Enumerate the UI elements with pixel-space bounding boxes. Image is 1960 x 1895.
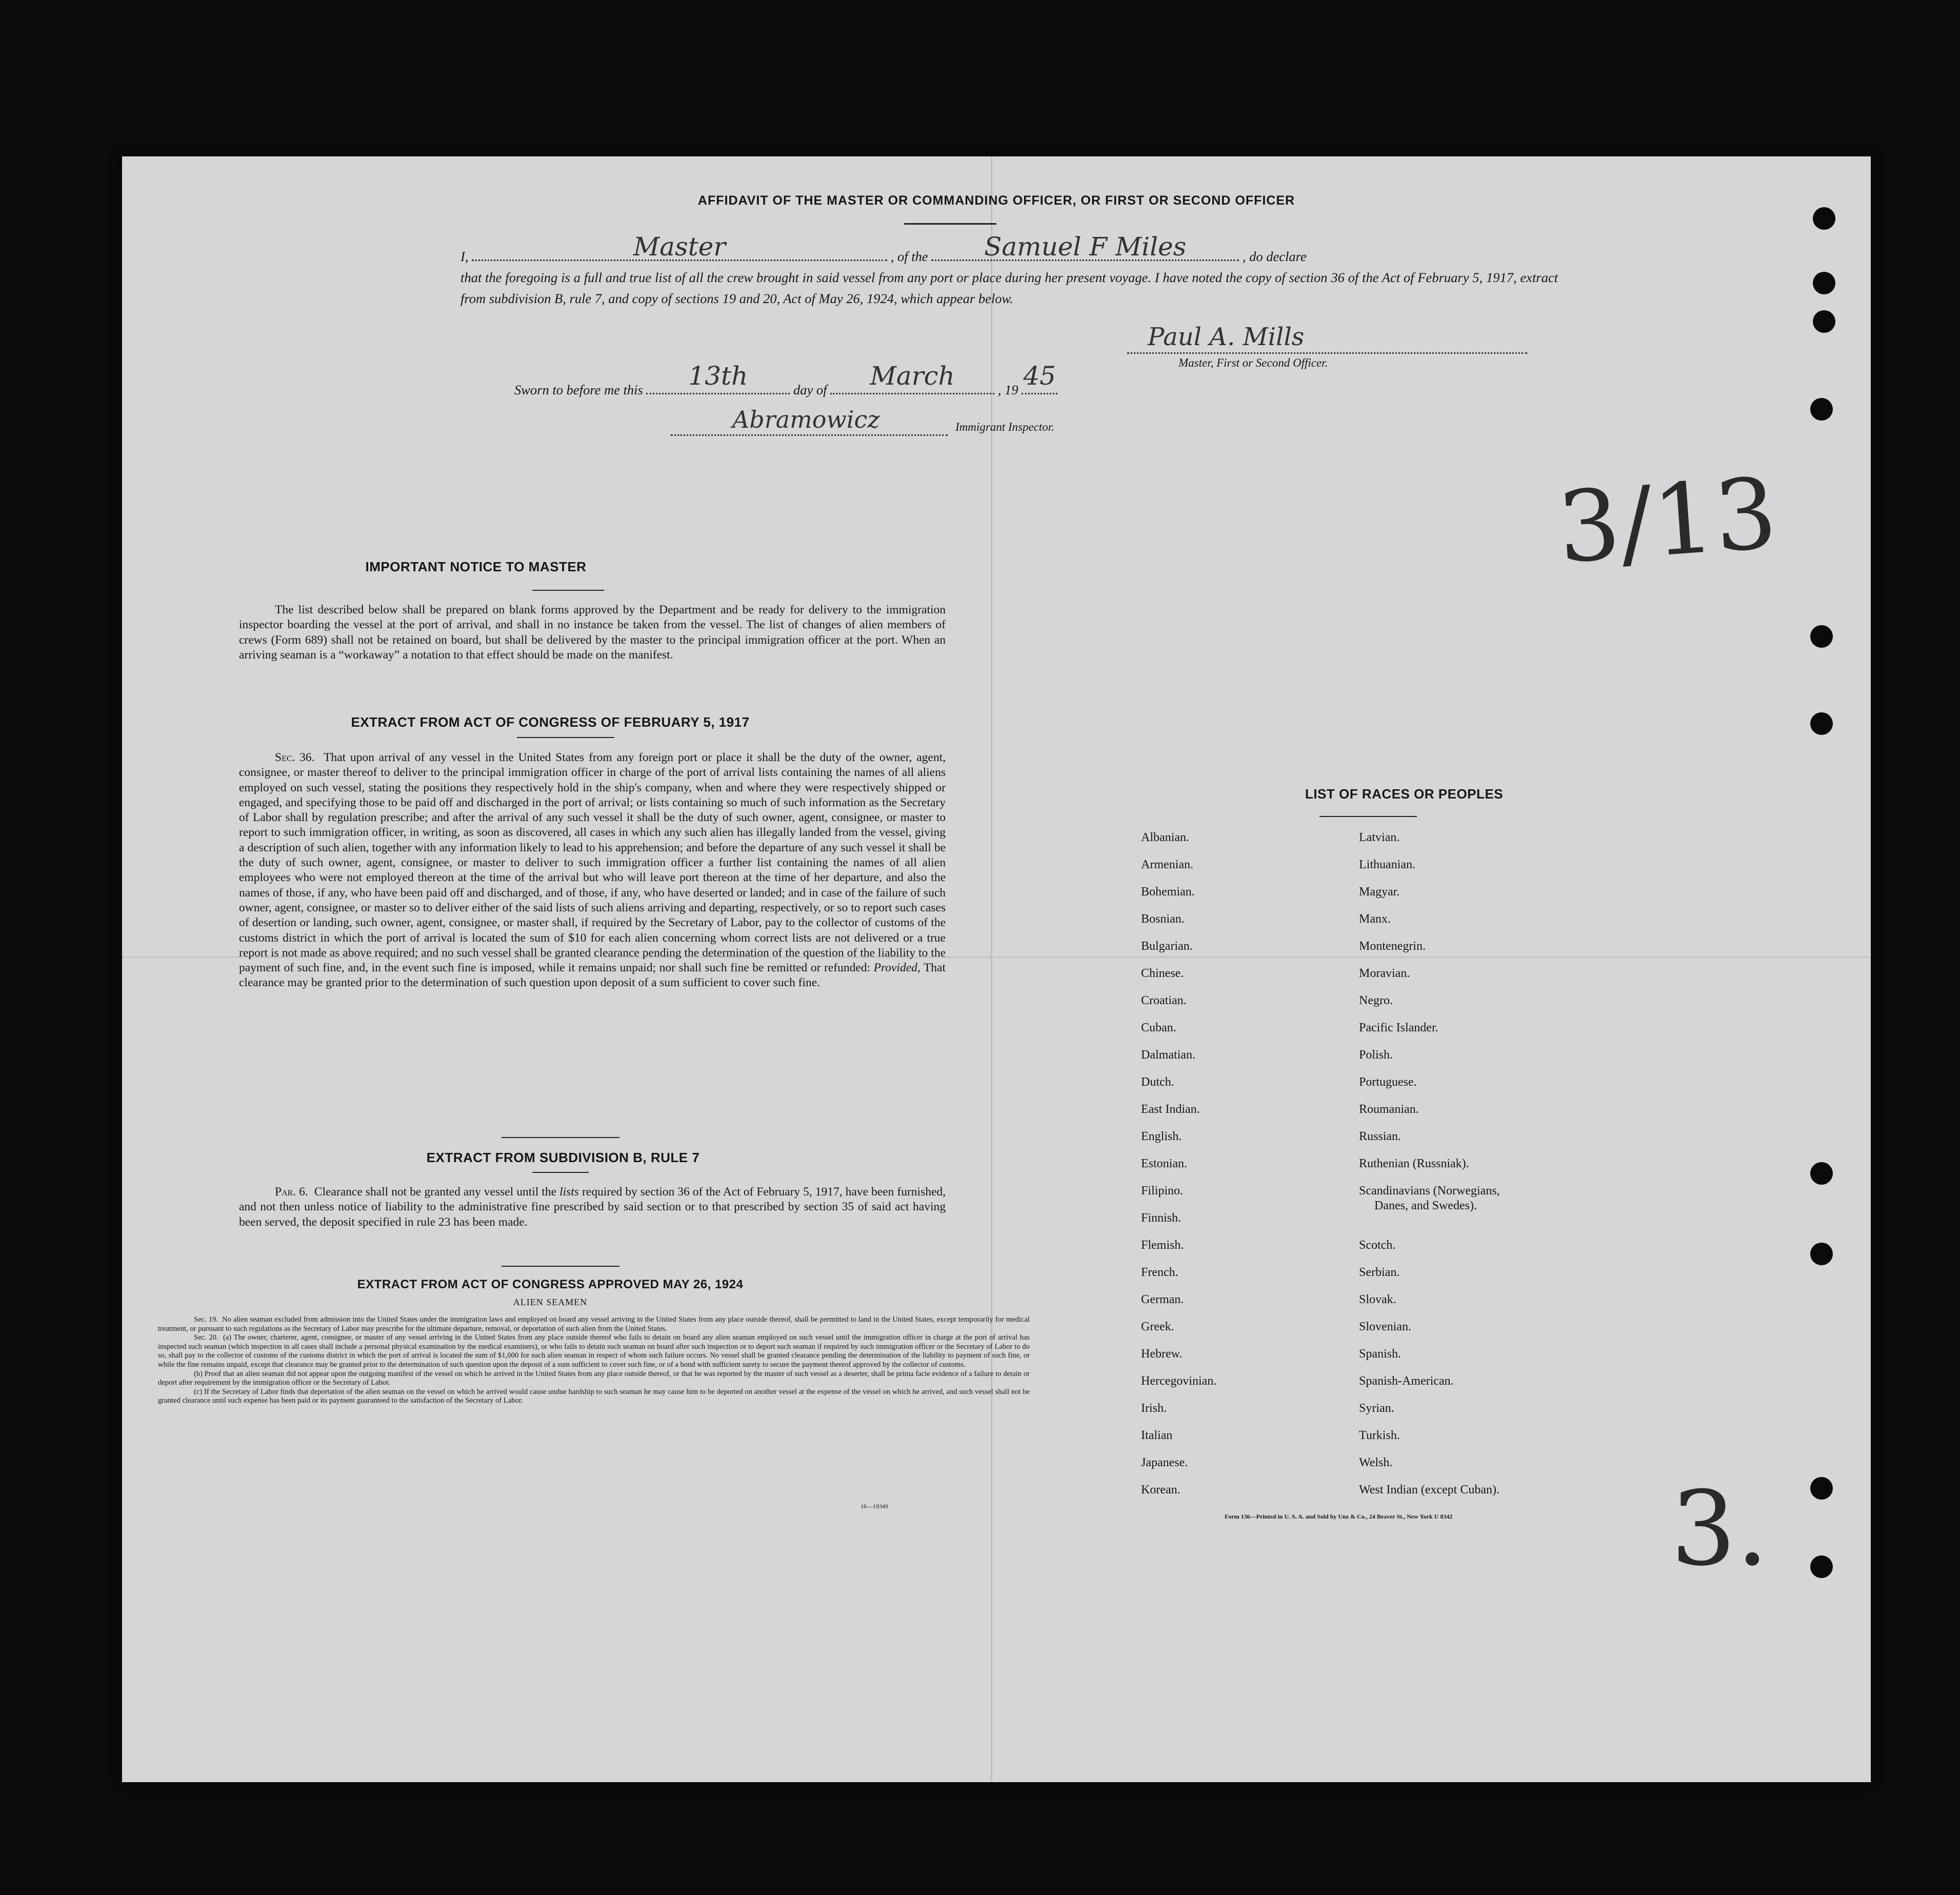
master-field	[472, 232, 887, 262]
race-item: Filipino.	[1141, 1184, 1184, 1198]
page-number-annotation: 3/13	[1554, 456, 1781, 585]
race-item: Hercegovinian.	[1141, 1374, 1217, 1388]
inspector-caption: Immigrant Inspector.	[955, 421, 1054, 433]
race-item: Italian	[1141, 1429, 1173, 1442]
sec20a-text: (a) The owner, charterer, agent, consignee, or master of any vessel arriving in the United States from any place outside thereof who fails to detain on board any alien seaman employed on such vessel until the immigration officer in charge at the port of arrival has inspected such seaman (which inspection in all cases shall include a personal physical examination by the medical examiners), or who fails to detain such seaman on board after such inspection or to deport such seaman if required by such immigration officer or the Secretary of Labor to do so, shall pay to the collector of customs of the customs district in which the port of arrival is located the sum of $1,000 for each alien seaman in respect of whom such failure occurs. No vessel shall be granted clearance pending the determination of the liability to payment of such fine, or while the fine remains unpaid, except that clearance may be granted prior to the determination of such question upon the deposit of a sum sufficient to cover such fine, or of a bond with sufficient surety to secure the payment thereof approved by the collector of customs.	[158, 1333, 1030, 1369]
punch-hole	[1810, 1477, 1833, 1500]
race-item: Cuban.	[1141, 1021, 1176, 1034]
race-item: Negro.	[1359, 994, 1393, 1007]
race-item: Spanish.	[1359, 1347, 1402, 1361]
sec36-tail: That clearance may be granted prior to the determination of such question upon deposit of a sum sufficient to cover such fine.	[239, 961, 946, 990]
race-item: French.	[1141, 1266, 1178, 1279]
race-item: Greek.	[1141, 1320, 1174, 1333]
extract-1924-text	[158, 1315, 1030, 1406]
sworn-label: Sworn to before me this	[514, 382, 643, 397]
race-item: Russian.	[1359, 1130, 1402, 1143]
race-item: Polish.	[1359, 1048, 1393, 1062]
signature-handwriting: Paul A. Mills	[1148, 323, 1305, 351]
punch-hole	[1810, 398, 1833, 421]
sec19-text: No alien seaman excluded from admission into the United States under the immigration laws and employed on board any vessel arriving in the United States from any place outside thereof, shall be permitted to land in the United States, except temporarily for medical treatment, or pursuant to such regulations as the Secretary of Labor may prescribe for the ultimate departure, removal, or deportation of such alien from the United States.	[158, 1315, 1030, 1333]
race-item: Albanian.	[1141, 831, 1189, 844]
form-code: 16—19349	[861, 1503, 888, 1510]
race-item: Scandinavians (Norwegians,	[1359, 1184, 1500, 1198]
extract-1917-rule	[517, 737, 614, 738]
races-title: LIST OF RACES OR PEOPLES	[1305, 786, 1504, 802]
race-item: German.	[1141, 1293, 1184, 1306]
vessel-handwriting: Samuel F Miles	[984, 232, 1187, 262]
title-rule	[904, 223, 996, 225]
extract-1924-title: EXTRACT FROM ACT OF CONGRESS APPROVED MAY 26, 1924	[357, 1278, 744, 1291]
race-item: Danes, and Swedes).	[1374, 1199, 1477, 1212]
races-rule	[1319, 816, 1417, 817]
rule7-rule	[532, 1172, 589, 1173]
rule7-top-rule	[502, 1137, 619, 1138]
sec20-label: Sec. 20.	[194, 1333, 218, 1342]
race-item: Japanese.	[1141, 1456, 1188, 1469]
race-item: Bulgarian.	[1141, 940, 1193, 953]
rule7-text-a: Clearance shall not be granted any vessel until the	[314, 1185, 557, 1199]
provided-label: Provided,	[873, 961, 921, 975]
punch-hole	[1813, 207, 1835, 230]
sworn-line	[514, 361, 1057, 398]
race-item: Ruthenian (Russniak).	[1359, 1157, 1469, 1170]
year-prefix: , 19	[997, 382, 1018, 397]
sec36-text: That upon arrival of any vessel in the United States from any foreign port or place it shall be the duty of the owner, agent, consignee, or master thereof to deliver to the principal immigration officer in charge of the port of arrival lists containing the names of all aliens employed on such vessel, stating the positions they respectively hold in the ship's company, when and where they were respectively shipped or engaged, and specifying those to be paid off and discharged in the port of arrival; or lists containing so much of such information as the Secretary of Labor shall by regulation prescribe; and after the arrival of any such vessel it shall be the duty of such owner, agent, consignee, or master to report to such immigration officer, in writing, as soon as discovered, all cases in which any such alien has illegally landed from the vessel, giving a description of such alien, together with any information likely to lead to his apprehension; and before the departure of any such vessel it shall be the duty of such owner, agent, consignee, or master to deliver to such immigration officer a further list containing the names of all alien employees who were not employed thereon at the time of the arrival but who will leave port thereon at the time of her departure, and also the names of those, if any, who have been paid off and discharged, and of those, if any, who have deserted or landed; and in case of the failure of such owner, agent, consignee, or master so to deliver either of the said lists of such aliens arriving and departing, respectively, or so to report such cases of desertion or landing, such owner, agent, consignee, or master shall, if required by the Secretary of Labor, pay to the collector of customs of the customs district in which the port of arrival is located the sum of $10 for each alien concerning whom correct lists are not delivered or a true report is not made as above required; and no such vessel shall be granted clearance pending the determination of the question of the liability to the payment of such fine, and, in the event such fine is imposed, while it remains unpaid; nor shall such fine be remitted or refunded:	[239, 751, 946, 975]
inspector-handwriting: Abramowicz	[732, 406, 880, 433]
race-item: Slovenian.	[1359, 1320, 1411, 1333]
month-field	[830, 361, 994, 394]
affidavit-body: that the foregoing is a full and true list of all the crew brought in said vessel from any port or place during her present voyage. I have noted the copy of section 36 of the Act of February 5, 1917, extract from subdivision B, rule 7, and copy of sections 19 and 20, Act of May 26, 1924, which appear below.	[461, 270, 1558, 306]
race-item: Manx.	[1359, 912, 1391, 926]
punch-hole	[1810, 1555, 1833, 1578]
punch-hole	[1810, 712, 1833, 735]
par6-label: Par. 6.	[275, 1185, 308, 1199]
notice-title: IMPORTANT NOTICE TO MASTER	[365, 559, 587, 574]
signature-field	[1127, 323, 1527, 354]
notice-rule	[532, 590, 604, 591]
race-item: Irish.	[1141, 1402, 1167, 1415]
punch-hole	[1813, 310, 1835, 333]
race-item: Slovak.	[1359, 1293, 1396, 1306]
race-item: Montenegrin.	[1359, 940, 1426, 953]
of-the-label: , of the	[890, 249, 928, 264]
race-item: Korean.	[1141, 1483, 1181, 1497]
punch-hole	[1810, 1162, 1833, 1185]
affidavit-declaration	[461, 232, 1568, 309]
sec19-label: Sec. 19.	[194, 1315, 218, 1324]
day-of-label: day of	[793, 382, 827, 397]
day-handwriting: 13th	[688, 361, 748, 391]
race-item: Serbian.	[1359, 1266, 1400, 1279]
extract-1924-top-rule	[502, 1266, 619, 1267]
race-item: East Indian.	[1141, 1103, 1200, 1116]
year-handwriting: 45	[1023, 361, 1056, 391]
race-item: Hebrew.	[1141, 1347, 1183, 1361]
race-item: Flemish.	[1141, 1239, 1184, 1252]
punch-hole	[1813, 272, 1835, 294]
race-item: Turkish.	[1359, 1429, 1400, 1442]
race-item: Estonian.	[1141, 1157, 1187, 1170]
race-item: Lithuanian.	[1359, 858, 1415, 871]
race-item: Bohemian.	[1141, 885, 1195, 899]
race-item: West Indian (except Cuban).	[1359, 1483, 1499, 1497]
rule7-text-b: required by section 36 of the Act of February 5, 1917, have been furnished, and not then unless notice of liability to the administrative fine prescribed by said section or to that prescribed by section 35 of said act having been served, the deposit specified in rule 23 has been made.	[239, 1185, 946, 1229]
master-handwriting: Master	[633, 232, 726, 262]
form-page	[122, 156, 1871, 1782]
month-handwriting: March	[870, 361, 955, 391]
notice-text: The list described below shall be prepared on blank forms approved by the Department and be ready for delivery to the immigration inspector boarding the vessel at the port of arrival, and shall in no instance be taken from the vessel. The list of changes of alien members of crews (Form 689) shall not be retained on board, but shall be delivered by the master to the principal immigration officer at the port. When an arriving seaman is a “workaway” a notation to that effect should be made on the manifest.	[239, 603, 946, 662]
race-item: Scotch.	[1359, 1239, 1396, 1252]
sec20c-text: (c) If the Secretary of Labor finds that deportation of the alien seaman on the vessel on which he arrived would cause undue hardship to such seaman he may cause him to be deported on another vessel at the expense of the vessel on which he arrived, and such vessel shall not be granted clearance until such expense has been paid or its payment guaranteed to the satisfaction of the Secretary of Labor.	[158, 1387, 1030, 1405]
race-item: Welsh.	[1359, 1456, 1393, 1469]
race-item: Croatian.	[1141, 994, 1187, 1007]
race-item: Bosnian.	[1141, 912, 1185, 926]
printer-footer: Form 136—Printed in U. S. A. and Sold by Unz & Co., 24 Beaver St., New York U 8342	[1225, 1513, 1453, 1520]
race-item: Dalmatian.	[1141, 1048, 1195, 1062]
year-field	[1022, 361, 1057, 394]
race-item: Latvian.	[1359, 831, 1400, 844]
sec36-label: Sec. 36.	[275, 751, 315, 764]
affidavit-title: AFFIDAVIT OF THE MASTER OR COMMANDING OFFICER, OR FIRST OR SECOND OFFICER	[697, 193, 1295, 208]
signature-caption: Master, First or Second Officer.	[1178, 356, 1328, 369]
declare-tail: , do declare	[1242, 249, 1307, 264]
extract-1917-text	[239, 750, 946, 991]
rule7-text	[239, 1185, 946, 1230]
rule7-title: EXTRACT FROM SUBDIVISION B, RULE 7	[426, 1150, 700, 1165]
race-item: Moravian.	[1359, 967, 1410, 980]
sec20b-text: (b) Proof that an alien seaman did not appear upon the outgoing manifest of the vessel on which he arrived in the United States from any place outside thereof, or that he was reported by the master of such vessel as a deserter, shall be prima facie evidence of a failure to detain or deport after requirement by the immigration officer or the Secretary of Labor.	[158, 1369, 1030, 1387]
punch-hole	[1810, 625, 1833, 648]
punch-hole	[1810, 1243, 1833, 1265]
vessel-field	[931, 232, 1239, 262]
inspector-field	[671, 406, 948, 436]
fold-line-vertical	[991, 156, 992, 1782]
race-item: Spanish-American.	[1359, 1374, 1454, 1388]
race-item: Finnish.	[1141, 1211, 1182, 1225]
race-item: Chinese.	[1141, 967, 1184, 980]
sheet-number-annotation: 3.	[1671, 1469, 1769, 1589]
race-item: Armenian.	[1141, 858, 1193, 871]
race-item: Pacific Islander.	[1359, 1021, 1438, 1034]
race-item: Magyar.	[1359, 885, 1400, 899]
race-item: Portuguese.	[1359, 1075, 1417, 1089]
extract-1917-title: EXTRACT FROM ACT OF CONGRESS OF FEBRUARY 5, 1917	[351, 714, 750, 730]
race-item: English.	[1141, 1130, 1182, 1143]
race-item: Roumanian.	[1359, 1103, 1419, 1116]
alien-seamen-subtitle: ALIEN SEAMEN	[513, 1297, 588, 1307]
lists-word: lists	[559, 1185, 579, 1199]
race-item: Dutch.	[1141, 1075, 1174, 1089]
day-field	[646, 361, 790, 394]
i-label: I,	[461, 249, 469, 264]
race-item: Syrian.	[1359, 1402, 1394, 1415]
